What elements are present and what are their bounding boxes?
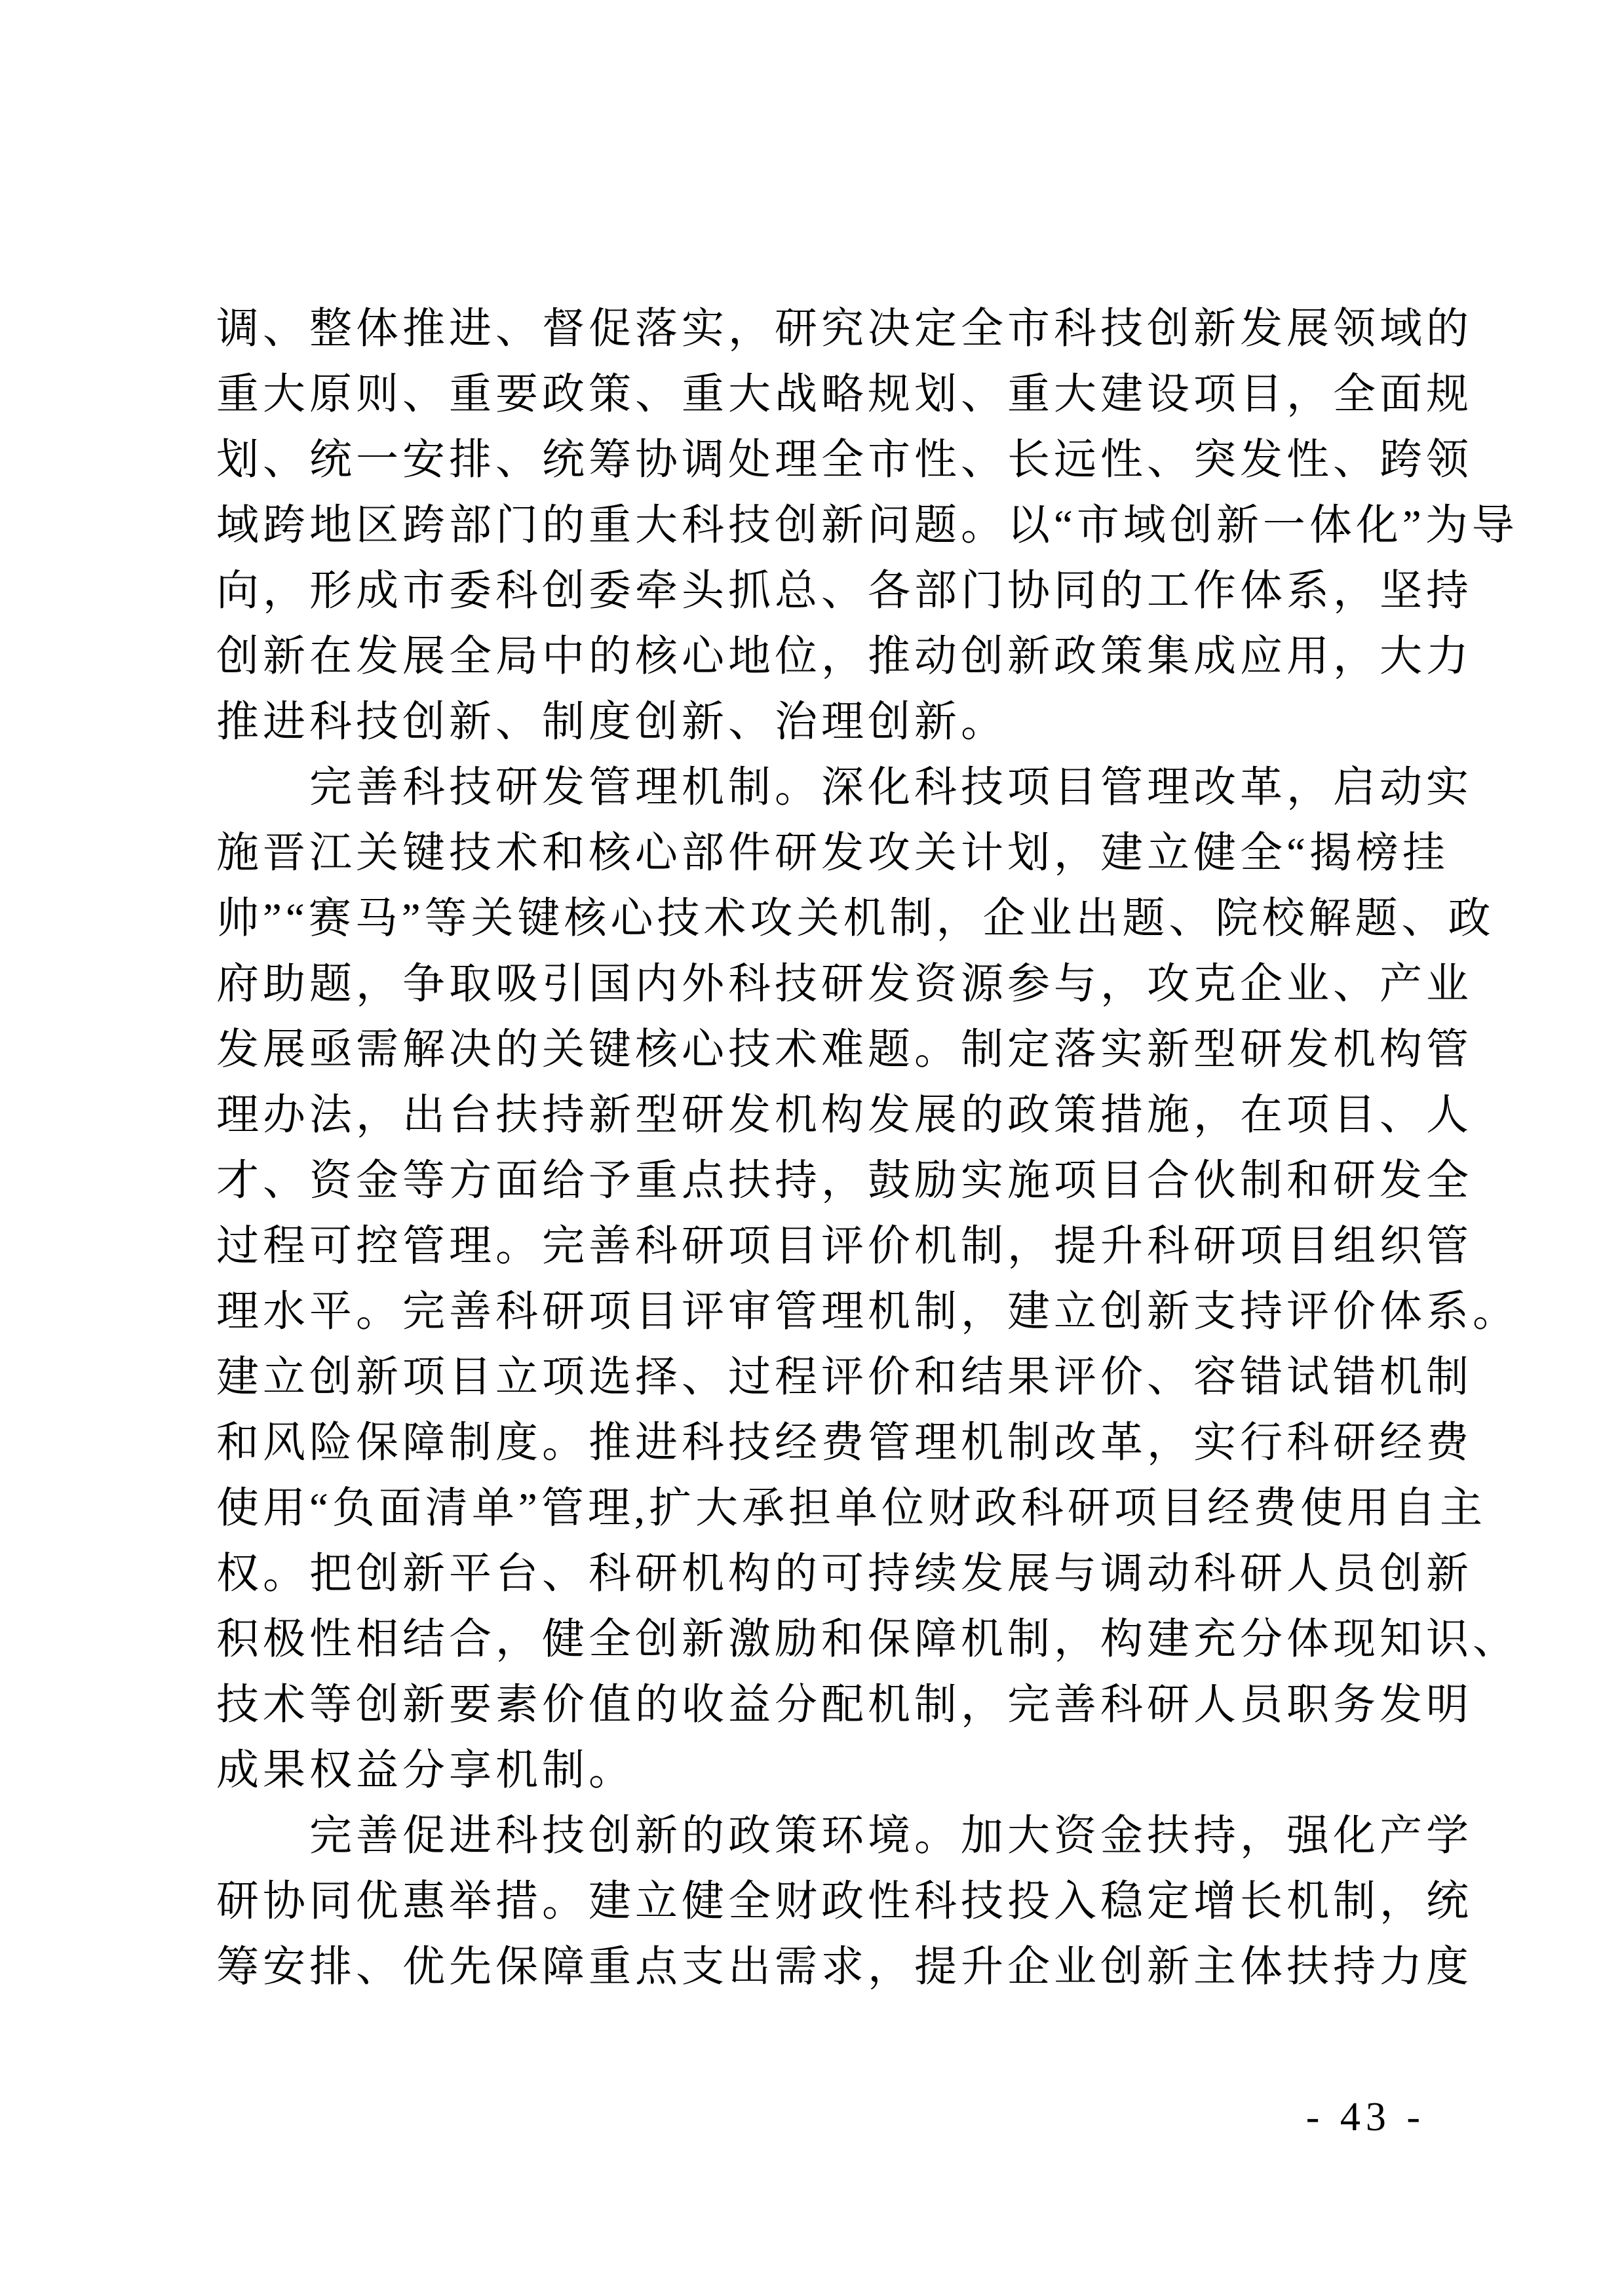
text-line-paragraph-start: 完善科技研发管理机制。深化科技项目管理改革，启动实	[309, 764, 1473, 811]
text-line-paragraph-start: 完善促进科技创新的政策环境。加大资金扶持，强化产学	[309, 1812, 1473, 1860]
text-line: 域跨地区跨部门的重大科技创新问题。以“市域创新一体化”为导	[216, 502, 1518, 549]
text-line: 重大原则、重要政策、重大战略规划、重大建设项目，全面规	[216, 371, 1473, 418]
text-line: 技术等创新要素价值的收益分配机制，完善科研人员职务发明	[216, 1681, 1473, 1729]
text-line: 发展亟需解决的关键核心技术难题。制定落实新型研发机构管	[216, 1026, 1473, 1073]
text-line: 帅”“赛马”等关键核心技术攻关机制，企业出题、院校解题、政	[216, 895, 1495, 942]
text-line: 筹安排、优先保障重点支出需求，提升企业创新主体扶持力度	[216, 1943, 1473, 1991]
text-line: 理办法，出台扶持新型研发机构发展的政策措施，在项目、人	[216, 1092, 1473, 1139]
text-line: 向，形成市委科创委牵头抓总、各部门协同的工作体系，坚持	[216, 567, 1473, 615]
text-line-paragraph-end: 成果权益分享机制。	[216, 1747, 636, 1794]
text-line: 划、统一安排、统筹协调处理全市性、长远性、突发性、跨领	[216, 436, 1473, 484]
page-number: - 43 -	[1305, 2095, 1425, 2139]
text-line: 府助题，争取吸引国内外科技研发资源参与，攻克企业、产业	[216, 961, 1473, 1008]
text-line: 使用“负面清单”管理,扩大承担单位财政科研项目经费使用自主	[216, 1485, 1486, 1532]
text-line: 理水平。完善科研项目评审管理机制，建立创新支持评价体系。	[216, 1288, 1520, 1335]
text-line: 施晋江关键技术和核心部件研发攻关计划，建立健全“揭榜挂	[216, 830, 1449, 877]
text-line: 过程可控管理。完善科研项目评价机制，提升科研项目组织管	[216, 1223, 1473, 1270]
text-line: 创新在发展全局中的核心地位，推动创新政策集成应用，大力	[216, 633, 1473, 680]
text-line: 权。把创新平台、科研机构的可持续发展与调动科研人员创新	[216, 1550, 1473, 1598]
text-line: 才、资金等方面给予重点扶持，鼓励实施项目合伙制和研发全	[216, 1157, 1473, 1204]
body-text-block	[216, 296, 1520, 2000]
text-line: 调、整体推进、督促落实，研究决定全市科技创新发展领域的	[216, 305, 1473, 353]
text-line: 建立创新项目立项选择、过程评价和结果评价、容错试错机制	[216, 1354, 1473, 1401]
text-line: 和风险保障制度。推进科技经费管理机制改革，实行科研经费	[216, 1419, 1473, 1466]
text-line: 研协同优惠举措。建立健全财政性科技投入稳定增长机制，统	[216, 1878, 1473, 1925]
text-line: 积极性相结合，健全创新激励和保障机制，构建充分体现知识、	[216, 1616, 1520, 1663]
text-line-paragraph-end: 推进科技创新、制度创新、治理创新。	[216, 698, 1008, 746]
